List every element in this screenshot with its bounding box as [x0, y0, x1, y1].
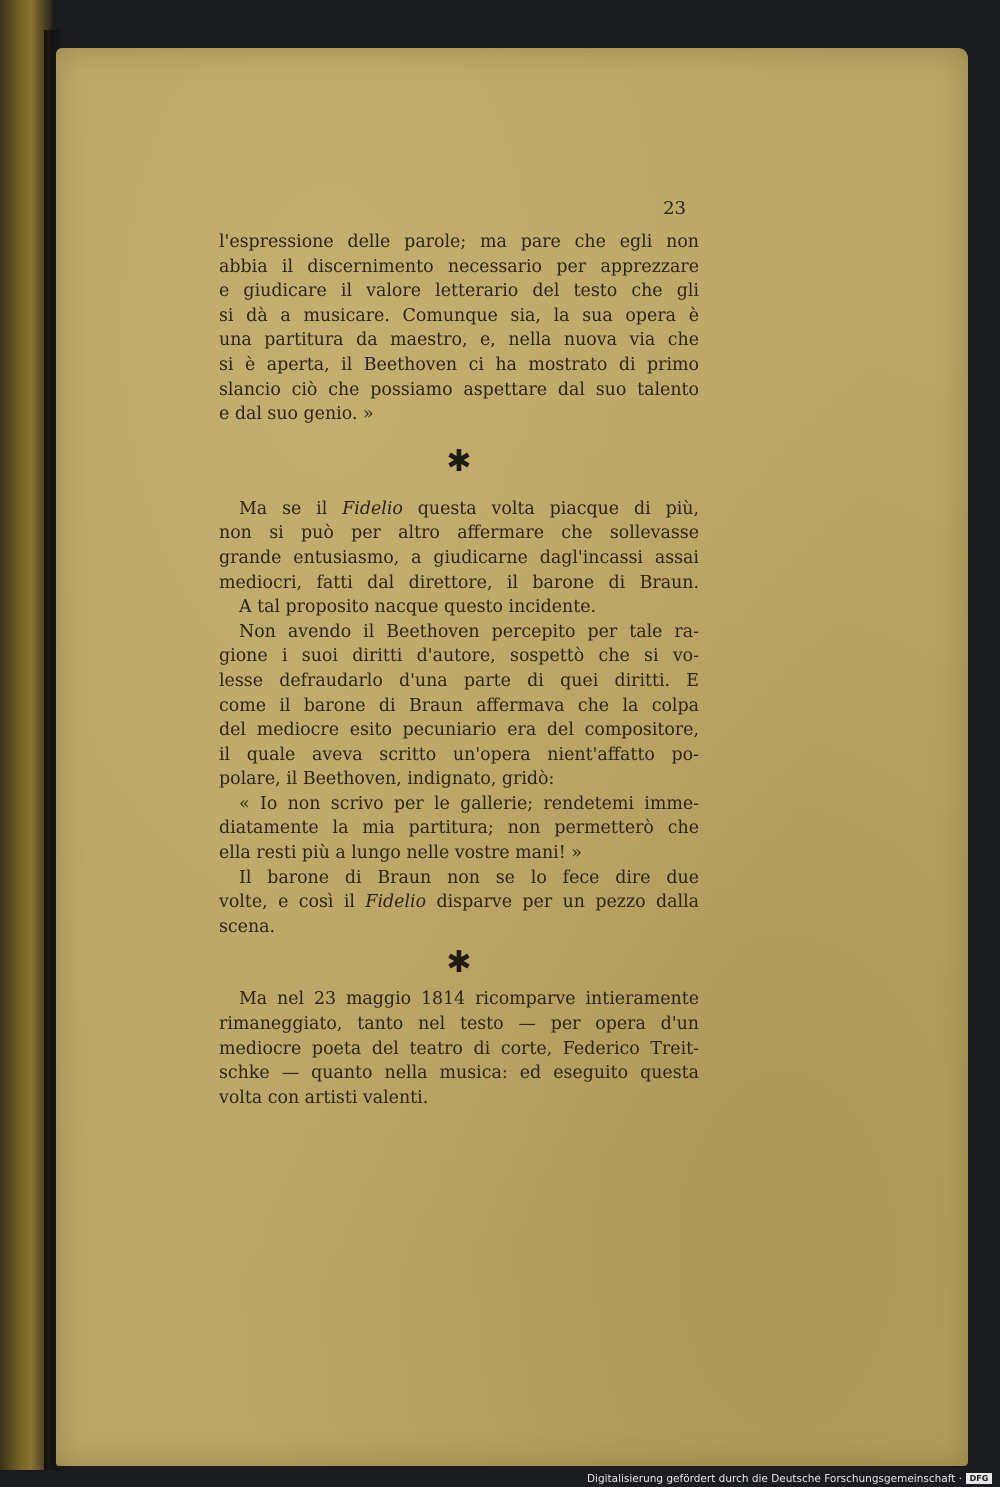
- page-number: 23: [663, 198, 686, 219]
- text-line: A tal proposito nacque questo incidente.: [239, 597, 597, 618]
- funding-credit: Digitalisierung gefördert durch die Deutsche Forschungsgemeinschaft ·: [586, 1473, 962, 1485]
- text-line: [219, 497, 699, 522]
- title-fidelio: Fidelio: [365, 892, 427, 913]
- text-line: del mediocre esito pecuniario era del compositore,: [219, 720, 699, 741]
- text-fragment: volte, e così il: [219, 892, 366, 913]
- text-line: Ma nel 23 maggio 1814 ricomparve intieramente: [239, 989, 699, 1010]
- text-line: abbia il discernimento necessario per apprezzare: [219, 256, 699, 277]
- dfg-logo-icon: DFG: [966, 1473, 992, 1484]
- text-line: l'espressione delle parole; ma pare che egli non: [219, 232, 699, 252]
- text-line: schke — quanto nella musica: ed eseguito questa: [219, 1063, 699, 1084]
- text-line: grande entusiasmo, a giudicarne dagl'incassi assai: [219, 547, 699, 568]
- text-line: Non avendo il Beethoven percepito per tale ra-: [239, 621, 699, 642]
- book-page: [56, 48, 968, 1466]
- text-line: Il barone di Braun non se lo fece dire due: [239, 867, 699, 888]
- text-line: lesse defraudarlo d'una parte di quei diritti. E: [219, 670, 699, 691]
- text-line: volta con artisti valenti.: [219, 1087, 429, 1108]
- text-line: rimaneggiato, tanto nel testo — per opera d'un: [219, 1014, 699, 1035]
- paragraph-1814-revival: [219, 987, 699, 1110]
- text-line: come il barone di Braun affermava che la colpa: [219, 695, 699, 716]
- text-line: ella resti più a lungo nelle vostre mani! »: [219, 843, 582, 864]
- text-line: si dà a musicare. Comunque sia, la sua opera è: [219, 305, 699, 326]
- text-line: mediocri, fatti dal direttore, il barone di Braun.: [219, 572, 699, 593]
- text-line: mediocre poeta del teatro di corte, Federico Treit-: [219, 1038, 699, 1059]
- text-line: « Io non scrivo per le gallerie; rendetemi imme-: [239, 793, 699, 814]
- text-line: il quale aveva scritto un'opera nient'affatto po-: [219, 744, 699, 765]
- title-fidelio: Fidelio: [342, 498, 403, 519]
- text-line: [219, 890, 699, 915]
- text-fragment: Ma se il: [239, 498, 343, 519]
- text-line: una partitura da maestro, e, nella nuova via che: [219, 330, 699, 351]
- text-line: polare, il Beethoven, indignato, gridò:: [219, 769, 555, 790]
- text-line: e giudicare il valore letterario del testo che gli: [219, 281, 699, 302]
- text-line: gione i suoi diritti d'autore, sospettò che si vo-: [219, 646, 699, 667]
- text-line: diatamente la mia partitura; non permetterò che: [219, 818, 699, 839]
- text-line: si è aperta, il Beethoven ci ha mostrato di primo: [219, 354, 699, 375]
- text-line: e dal suo genio. »: [219, 404, 374, 425]
- digitization-footer: [0, 1470, 1000, 1487]
- paragraph-quote-end: [219, 230, 699, 427]
- text-line: scena.: [219, 916, 276, 937]
- text-body: [219, 230, 699, 1110]
- text-line: non si può per altro affermare che sollevasse: [219, 523, 699, 544]
- paragraph-fidelio-reception: [219, 497, 699, 940]
- section-separator-star-icon: ✱: [446, 945, 472, 981]
- section-separator-star-icon: ✱: [446, 443, 472, 479]
- text-line: slancio ciò che possiamo aspettare dal suo talento: [219, 379, 699, 400]
- text-fragment: questa volta piacque di più,: [402, 498, 699, 519]
- text-fragment: disparve per un pezzo dalla: [426, 892, 699, 913]
